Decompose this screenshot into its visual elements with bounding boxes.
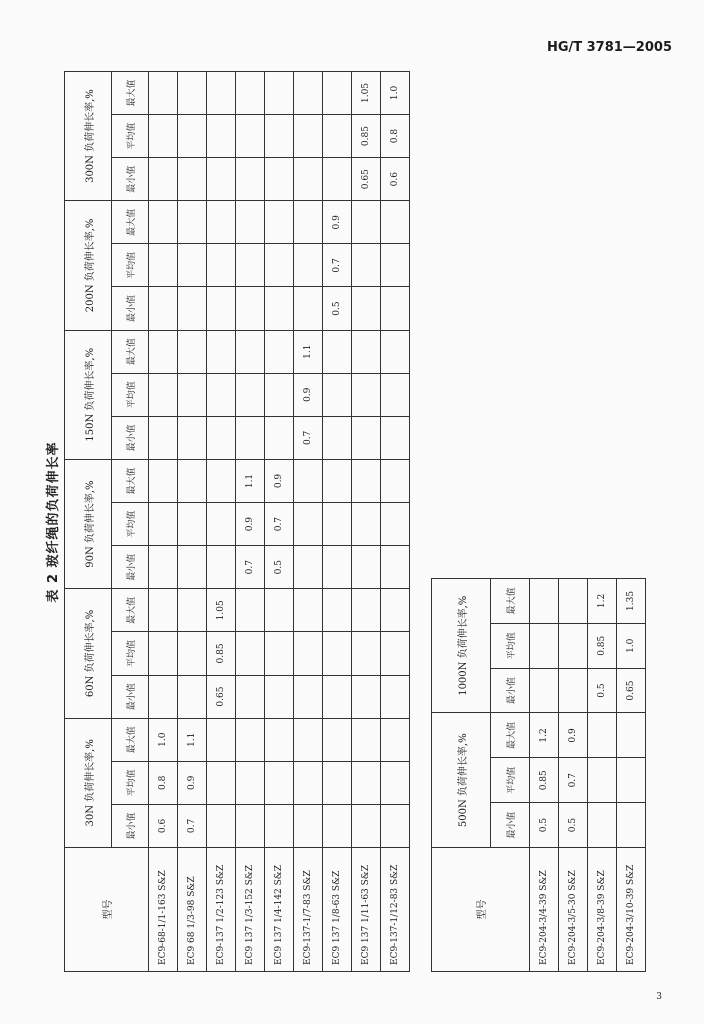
- value-cell: [323, 330, 352, 373]
- value-cell: [323, 459, 352, 502]
- value-cell: [265, 115, 294, 158]
- value-cell: 0.5: [265, 546, 294, 589]
- subheader-min: 最小值: [112, 287, 149, 330]
- value-cell: [236, 589, 265, 632]
- value-cell: [352, 761, 381, 804]
- value-cell: [323, 718, 352, 761]
- value-cell: [352, 201, 381, 244]
- value-cell: [236, 373, 265, 416]
- elongation-table-main: [64, 71, 410, 972]
- value-cell: [381, 330, 410, 373]
- value-cell: 0.6: [149, 804, 178, 847]
- value-cell: [178, 287, 207, 330]
- value-cell: [149, 287, 178, 330]
- value-cell: [236, 244, 265, 287]
- value-cell: [294, 761, 323, 804]
- value-cell: [323, 804, 352, 847]
- subheader-min: 最小值: [112, 158, 149, 201]
- value-cell: 1.2: [530, 713, 559, 758]
- value-cell: [265, 373, 294, 416]
- value-cell: [588, 803, 617, 848]
- value-cell: [381, 201, 410, 244]
- subheader-avg: 平均值: [112, 115, 149, 158]
- table-row: [530, 579, 559, 972]
- value-cell: [207, 416, 236, 459]
- value-cell: [178, 416, 207, 459]
- heavy-table-body: [530, 579, 646, 972]
- model-cell: EC9-204-3/8-39 S&Z: [588, 848, 617, 972]
- value-cell: [207, 71, 236, 114]
- value-cell: [265, 71, 294, 114]
- value-cell: [149, 546, 178, 589]
- value-cell: [149, 416, 178, 459]
- subheader-avg: 平均值: [491, 758, 530, 803]
- value-cell: [207, 158, 236, 201]
- value-cell: 0.9: [265, 459, 294, 502]
- subheader-min: 最小值: [112, 546, 149, 589]
- value-cell: [294, 115, 323, 158]
- value-cell: 0.65: [352, 158, 381, 201]
- value-cell: [530, 623, 559, 668]
- value-cell: 0.8: [149, 761, 178, 804]
- value-cell: [352, 675, 381, 718]
- group-header: 60N 负荷伸长率,%: [65, 589, 112, 718]
- group-header: 1000N 负荷伸长率,%: [432, 579, 491, 713]
- value-cell: [178, 459, 207, 502]
- group-header: 150N 负荷伸长率,%: [65, 330, 112, 459]
- value-cell: [352, 632, 381, 675]
- subheader-max: 最大值: [491, 713, 530, 758]
- value-cell: [559, 668, 588, 713]
- value-cell: [381, 459, 410, 502]
- value-cell: [352, 589, 381, 632]
- value-cell: 0.85: [530, 758, 559, 803]
- value-cell: [294, 632, 323, 675]
- value-cell: [617, 758, 646, 803]
- value-cell: [178, 589, 207, 632]
- table-row: [265, 71, 294, 971]
- table-row: [236, 71, 265, 971]
- value-cell: [236, 718, 265, 761]
- value-cell: [178, 546, 207, 589]
- value-cell: [617, 803, 646, 848]
- value-cell: [149, 71, 178, 114]
- value-cell: [294, 459, 323, 502]
- value-cell: [207, 503, 236, 546]
- value-cell: [207, 330, 236, 373]
- model-cell: EC9-204-3/10-39 S&Z: [617, 848, 646, 972]
- value-cell: [236, 330, 265, 373]
- value-cell: [294, 201, 323, 244]
- main-table-body: [149, 71, 410, 971]
- value-cell: [381, 373, 410, 416]
- subheader-max: 最大值: [112, 330, 149, 373]
- standard-code: HG/T 3781—2005: [546, 40, 672, 55]
- subheader-min: 最小值: [491, 803, 530, 848]
- value-cell: [294, 589, 323, 632]
- value-cell: [207, 546, 236, 589]
- group-header: 30N 负荷伸长率,%: [65, 718, 112, 847]
- value-cell: [265, 804, 294, 847]
- value-cell: [265, 287, 294, 330]
- value-cell: [236, 158, 265, 201]
- value-cell: 0.9: [294, 373, 323, 416]
- value-cell: [207, 718, 236, 761]
- model-cell: EC9-137-1/7-83 S&Z: [294, 848, 323, 972]
- table-row: [381, 71, 410, 971]
- value-cell: [559, 623, 588, 668]
- group-header: 500N 负荷伸长率,%: [432, 713, 491, 848]
- value-cell: [323, 761, 352, 804]
- model-cell: EC9-204-3/4-39 S&Z: [530, 848, 559, 972]
- value-cell: 0.65: [207, 675, 236, 718]
- value-cell: [323, 675, 352, 718]
- value-cell: [352, 416, 381, 459]
- value-cell: [381, 718, 410, 761]
- value-cell: [236, 761, 265, 804]
- value-cell: 0.85: [352, 115, 381, 158]
- table-row: [294, 71, 323, 971]
- model-cell: EC9 137 1/3-152 S&Z: [236, 848, 265, 972]
- value-cell: 0.7: [178, 804, 207, 847]
- subheader-avg: 平均值: [112, 632, 149, 675]
- model-header: 型号: [65, 848, 149, 972]
- table-row: [323, 71, 352, 971]
- value-cell: [236, 115, 265, 158]
- value-cell: [265, 158, 294, 201]
- value-cell: [294, 244, 323, 287]
- value-cell: [178, 675, 207, 718]
- model-header: 型号: [432, 848, 530, 972]
- value-cell: [178, 115, 207, 158]
- value-cell: 0.5: [530, 803, 559, 848]
- value-cell: [352, 503, 381, 546]
- value-cell: 1.0: [381, 71, 410, 114]
- value-cell: [236, 71, 265, 114]
- value-cell: [381, 761, 410, 804]
- value-cell: [381, 804, 410, 847]
- value-cell: [178, 201, 207, 244]
- value-cell: 0.9: [236, 503, 265, 546]
- value-cell: [265, 416, 294, 459]
- value-cell: [381, 589, 410, 632]
- subheader-avg: 平均值: [112, 503, 149, 546]
- value-cell: [588, 758, 617, 803]
- value-cell: [323, 589, 352, 632]
- value-cell: [530, 668, 559, 713]
- value-cell: [323, 503, 352, 546]
- value-cell: 1.05: [352, 71, 381, 114]
- value-cell: [149, 632, 178, 675]
- subheader-max: 最大值: [112, 459, 149, 502]
- elongation-table-heavy: [431, 578, 646, 972]
- value-cell: [236, 287, 265, 330]
- value-cell: 0.8: [381, 115, 410, 158]
- subheader-avg: 平均值: [112, 244, 149, 287]
- value-cell: [323, 373, 352, 416]
- value-cell: [265, 330, 294, 373]
- subheader-min: 最小值: [112, 416, 149, 459]
- value-cell: 1.1: [236, 459, 265, 502]
- table-row: [352, 71, 381, 971]
- value-cell: [588, 713, 617, 758]
- value-cell: 0.7: [236, 546, 265, 589]
- model-cell: EC9 137 1/4-142 S&Z: [265, 848, 294, 972]
- value-cell: [178, 244, 207, 287]
- value-cell: [149, 675, 178, 718]
- subheader-avg: 平均值: [491, 623, 530, 668]
- table-caption: 表 2 玻纤绳的负荷伸长率: [46, 441, 61, 603]
- model-cell: EC9 137 1/11-63 S&Z: [352, 848, 381, 972]
- value-cell: 0.7: [559, 758, 588, 803]
- value-cell: [178, 373, 207, 416]
- value-cell: [207, 287, 236, 330]
- value-cell: [352, 287, 381, 330]
- model-cell: EC9-204-3/5-30 S&Z: [559, 848, 588, 972]
- value-cell: [265, 675, 294, 718]
- value-cell: [381, 675, 410, 718]
- value-cell: [381, 244, 410, 287]
- value-cell: 1.05: [207, 589, 236, 632]
- value-cell: [178, 632, 207, 675]
- subheader-min: 最小值: [112, 804, 149, 847]
- value-cell: [381, 632, 410, 675]
- value-cell: [149, 330, 178, 373]
- value-cell: [294, 503, 323, 546]
- table-row: [178, 71, 207, 971]
- value-cell: [207, 761, 236, 804]
- subheader-max: 最大值: [112, 71, 149, 114]
- value-cell: [381, 287, 410, 330]
- value-cell: [178, 71, 207, 114]
- value-cell: 1.1: [294, 330, 323, 373]
- table-row: [588, 579, 617, 972]
- value-cell: [323, 158, 352, 201]
- value-cell: [294, 675, 323, 718]
- value-cell: [352, 330, 381, 373]
- value-cell: 0.9: [559, 713, 588, 758]
- value-cell: [149, 244, 178, 287]
- value-cell: [352, 546, 381, 589]
- value-cell: 1.0: [617, 623, 646, 668]
- value-cell: [149, 503, 178, 546]
- group-header: 300N 负荷伸长率,%: [65, 71, 112, 200]
- value-cell: [323, 71, 352, 114]
- value-cell: [207, 244, 236, 287]
- value-cell: 0.5: [559, 803, 588, 848]
- value-cell: [265, 201, 294, 244]
- value-cell: [352, 459, 381, 502]
- value-cell: [149, 589, 178, 632]
- value-cell: [323, 632, 352, 675]
- value-cell: [530, 579, 559, 624]
- value-cell: [236, 675, 265, 718]
- value-cell: [149, 459, 178, 502]
- value-cell: [381, 503, 410, 546]
- value-cell: [207, 804, 236, 847]
- value-cell: [236, 632, 265, 675]
- subheader-max: 最大值: [112, 718, 149, 761]
- value-cell: [352, 373, 381, 416]
- value-cell: [617, 713, 646, 758]
- subheader-max: 最大值: [491, 579, 530, 624]
- value-cell: [265, 244, 294, 287]
- value-cell: 1.0: [149, 718, 178, 761]
- value-cell: 0.5: [588, 668, 617, 713]
- value-cell: 0.9: [323, 201, 352, 244]
- value-cell: [178, 330, 207, 373]
- value-cell: 0.65: [617, 668, 646, 713]
- table-row: [207, 71, 236, 971]
- model-cell: EC9-137-1/12-83 S&Z: [381, 848, 410, 972]
- model-cell: EC9-137 1/2-123 S&Z: [207, 848, 236, 972]
- value-cell: [207, 373, 236, 416]
- subheader-max: 最大值: [112, 589, 149, 632]
- model-cell: EC9 68 1/3-98 S&Z: [178, 848, 207, 972]
- value-cell: 0.85: [588, 623, 617, 668]
- value-cell: [352, 718, 381, 761]
- value-cell: [207, 201, 236, 244]
- value-cell: [265, 718, 294, 761]
- value-cell: 0.7: [323, 244, 352, 287]
- value-cell: [294, 718, 323, 761]
- value-cell: [149, 201, 178, 244]
- value-cell: [294, 158, 323, 201]
- group-header: 200N 负荷伸长率,%: [65, 201, 112, 330]
- value-cell: 0.7: [265, 503, 294, 546]
- table-row: [149, 71, 178, 971]
- model-cell: EC9-68-1/1-163 S&Z: [149, 848, 178, 972]
- subheader-min: 最小值: [112, 675, 149, 718]
- value-cell: [265, 632, 294, 675]
- value-cell: [381, 416, 410, 459]
- value-cell: [323, 416, 352, 459]
- value-cell: [178, 503, 207, 546]
- subheader-max: 最大值: [112, 201, 149, 244]
- value-cell: [294, 71, 323, 114]
- page-number: 3: [656, 992, 662, 1002]
- rotated-table-area: [46, 72, 654, 972]
- value-cell: [236, 804, 265, 847]
- value-cell: [207, 459, 236, 502]
- subheader-avg: 平均值: [112, 373, 149, 416]
- value-cell: 0.7: [294, 416, 323, 459]
- value-cell: [149, 115, 178, 158]
- value-cell: [323, 115, 352, 158]
- table-row: [617, 579, 646, 972]
- value-cell: [352, 804, 381, 847]
- value-cell: 1.35: [617, 579, 646, 624]
- group-header: 90N 负荷伸长率,%: [65, 459, 112, 588]
- value-cell: [265, 589, 294, 632]
- value-cell: 1.1: [178, 718, 207, 761]
- model-cell: EC9 137 1/8-63 S&Z: [323, 848, 352, 972]
- value-cell: [559, 579, 588, 624]
- value-cell: 0.9: [178, 761, 207, 804]
- value-cell: 1.2: [588, 579, 617, 624]
- value-cell: [381, 546, 410, 589]
- value-cell: [294, 546, 323, 589]
- value-cell: [178, 158, 207, 201]
- value-cell: [149, 373, 178, 416]
- value-cell: [149, 158, 178, 201]
- value-cell: 0.5: [323, 287, 352, 330]
- value-cell: [352, 244, 381, 287]
- value-cell: [236, 416, 265, 459]
- table-row: [559, 579, 588, 972]
- value-cell: [294, 804, 323, 847]
- subheader-avg: 平均值: [112, 761, 149, 804]
- value-cell: [236, 201, 265, 244]
- value-cell: 0.85: [207, 632, 236, 675]
- value-cell: [207, 115, 236, 158]
- value-cell: 0.6: [381, 158, 410, 201]
- value-cell: [294, 287, 323, 330]
- value-cell: [323, 546, 352, 589]
- subheader-min: 最小值: [491, 668, 530, 713]
- value-cell: [265, 761, 294, 804]
